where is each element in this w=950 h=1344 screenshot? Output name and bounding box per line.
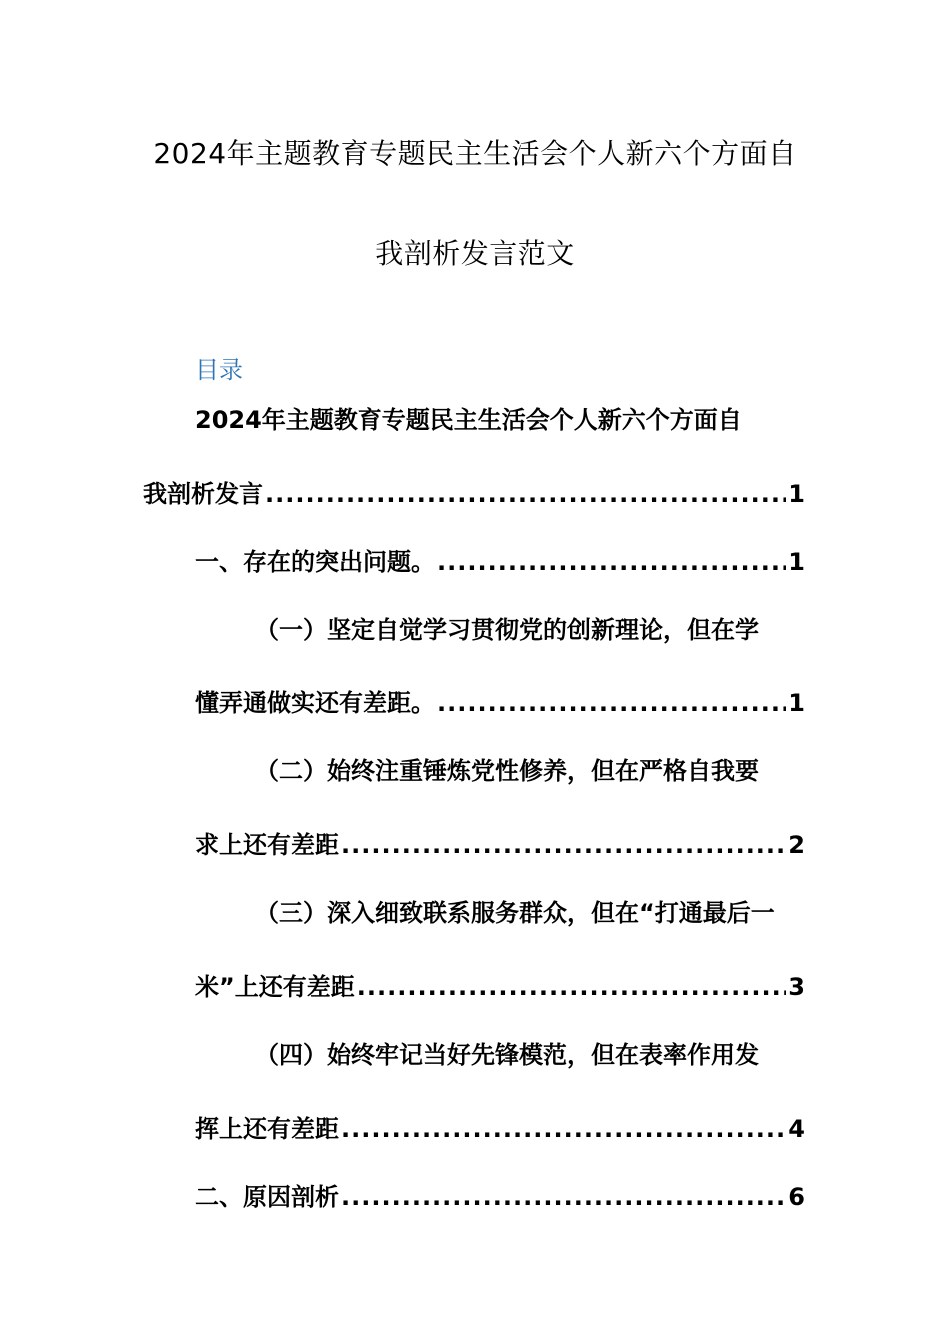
toc-entry-text: 求上还有差距: [195, 831, 339, 859]
toc-entry-4-line-2[interactable]: [195, 829, 805, 861]
toc-page-number: 6: [788, 1183, 805, 1211]
toc-page-number: 4: [788, 1115, 805, 1143]
toc-entry-2[interactable]: [195, 546, 805, 578]
document-title-line-1: 2024年主题教育专题民主生活会个人新六个方面自: [153, 137, 797, 170]
toc-page-number: 1: [788, 548, 805, 576]
toc-leader-dots: [341, 1113, 786, 1145]
toc-entry-7[interactable]: [195, 1181, 805, 1213]
toc-entry-6-line-2[interactable]: [195, 1113, 805, 1145]
toc-entry-text: 一、存在的突出问题。: [195, 548, 435, 576]
toc-entry-text: 挥上还有差距: [195, 1115, 339, 1143]
document-title-line-2: 我剖析发言范文: [375, 237, 575, 270]
toc-entry-text: 我剖析发言: [143, 480, 263, 508]
toc-leader-dots: [357, 971, 787, 1003]
toc-heading: 目录: [195, 356, 243, 384]
toc-entry-1-line-1[interactable]: 2024年主题教育专题民主生活会个人新六个方面自: [195, 406, 742, 434]
toc-entry-text: 懂弄通做实还有差距。: [195, 689, 435, 717]
toc-entry-5-line-2[interactable]: [195, 971, 805, 1003]
toc-leader-dots: [437, 687, 786, 719]
toc-entry-4-line-1[interactable]: （二）始终注重锤炼党性修养，但在严格自我要: [255, 757, 759, 785]
toc-leader-dots: [341, 829, 786, 861]
toc-entry-text: 二、原因剖析: [195, 1183, 339, 1211]
toc-page-number: 1: [788, 480, 805, 508]
toc-entry-6-line-1[interactable]: （四）始终牢记当好先锋模范，但在表率作用发: [255, 1041, 759, 1069]
toc-entry-3-line-2[interactable]: [195, 687, 805, 719]
toc-entry-text: 米”上还有差距: [195, 973, 355, 1001]
toc-entry-3-line-1[interactable]: （一）坚定自觉学习贯彻党的创新理论，但在学: [255, 616, 759, 644]
toc-entry-5-line-1[interactable]: （三）深入细致联系服务群众，但在“打通最后一: [255, 899, 775, 927]
toc-page-number: 2: [788, 831, 805, 859]
toc-page-number: 1: [788, 689, 805, 717]
toc-page-number: 3: [788, 973, 805, 1001]
toc-leader-dots: [437, 546, 786, 578]
toc-leader-dots: [341, 1181, 786, 1213]
toc-entry-1-line-2[interactable]: [143, 478, 805, 510]
toc-leader-dots: [265, 478, 786, 510]
